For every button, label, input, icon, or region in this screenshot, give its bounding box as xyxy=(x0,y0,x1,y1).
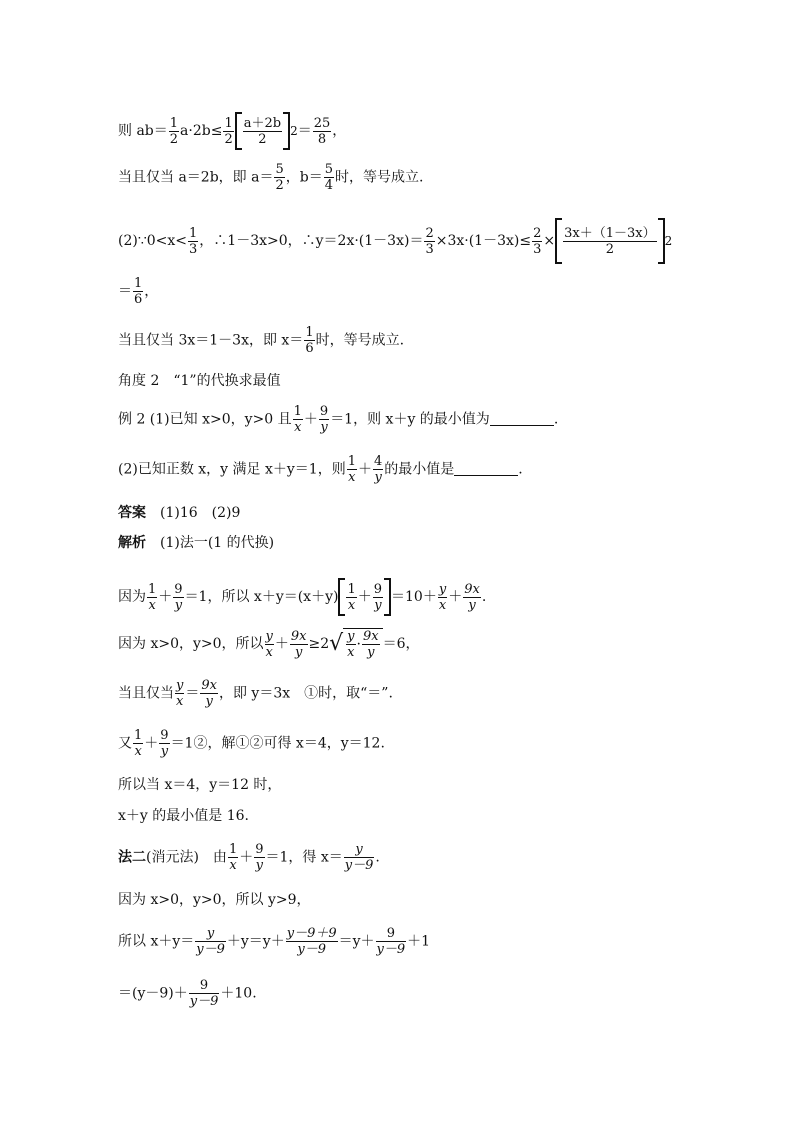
text: 当且仅当 a＝2b，即 a＝ xyxy=(118,169,274,186)
text: 因为 x>0，y>0，所以 y>9， xyxy=(118,892,311,908)
fraction: $\frac{5}{2}$ xyxy=(275,162,284,193)
text: 当且仅当 xyxy=(118,685,174,702)
solution-line-17 xyxy=(118,842,380,873)
fraction: $\frac{y}{y-9}$ xyxy=(344,842,374,873)
fraction: $\frac{y}{y-9}$ xyxy=(196,926,225,957)
text: ＋ xyxy=(357,461,372,478)
fraction: $\frac{1}{x}$ xyxy=(134,728,143,759)
fraction: $\frac{9}{y-9}$ xyxy=(189,978,219,1009)
text: ＝1，得 x＝ xyxy=(265,849,343,866)
solution-line-2 xyxy=(118,162,423,193)
text: ＋ xyxy=(239,849,254,866)
text: 又 xyxy=(118,735,132,752)
text: (2)∵0<x< xyxy=(118,233,188,249)
fraction: $\frac{1}{2}$ xyxy=(169,115,179,147)
text: . xyxy=(553,411,559,428)
fraction: $\frac{2}{3}$ xyxy=(425,225,434,257)
text: . xyxy=(375,849,380,866)
text: (2)已知正数 x，y 满足 x＋y＝1，则 xyxy=(118,461,346,478)
text: × xyxy=(543,233,556,249)
solution-line-20 xyxy=(118,978,257,1009)
text: ，∴1－3x>0，∴y＝2x·(1－3x)＝ xyxy=(199,233,424,249)
answer-label: 答案 xyxy=(118,505,146,521)
text: ＋1 xyxy=(407,933,431,950)
text: ＝ xyxy=(185,685,200,702)
fraction: $\frac{1}{6}$ xyxy=(305,325,314,356)
fraction: $\frac{9x}{y}$ xyxy=(290,628,307,660)
answer-blank xyxy=(454,463,518,476)
left-bracket-icon xyxy=(338,578,345,616)
example-question-1 xyxy=(118,404,558,435)
fraction: $\frac{1}{x}$ xyxy=(347,454,356,485)
text: ＝6， xyxy=(382,636,420,652)
text: . xyxy=(518,461,523,478)
text: ＋ xyxy=(357,589,372,605)
text: ＋ xyxy=(158,589,173,605)
heading-text: 角度 2 “1”的代换求最值 xyxy=(118,373,281,389)
text: x＋y 的最小值是 16. xyxy=(118,808,249,824)
text: 的最小值是 xyxy=(384,461,455,478)
text: ＋10. xyxy=(220,985,257,1002)
fraction: $\frac{25}{8}$ xyxy=(313,115,331,147)
text: ＋ xyxy=(303,411,318,428)
text: 例 2 (1)已知 x>0，y>0 且 xyxy=(118,411,292,428)
text: 时，等号成立. xyxy=(335,169,424,186)
text: ， xyxy=(144,283,159,300)
solution-line-1 xyxy=(118,112,346,150)
text: 因为 xyxy=(118,589,146,605)
analysis-text: (1)法一(1 的代换) xyxy=(160,535,275,551)
fraction: $\frac{9}{y}$ xyxy=(319,404,329,435)
solution-line-13 xyxy=(118,678,393,709)
fraction: $\frac{9x}{y}$ xyxy=(464,581,480,613)
solution-line-5 xyxy=(118,325,404,356)
text: 所以当 x＝4，y＝12 时， xyxy=(118,777,282,793)
square-root-icon: √ xyxy=(329,631,344,656)
fraction: $\frac{9}{y}$ xyxy=(174,581,183,613)
analysis-label: 解析 xyxy=(118,535,146,551)
answer-text: (1)16 (2)9 xyxy=(160,505,241,521)
text: ，即 y＝3x ①时，取“＝”. xyxy=(218,685,393,702)
fraction: $\frac{1}{2}$ xyxy=(224,115,233,147)
fraction: $\frac{a+2b}{2}$ xyxy=(243,115,282,147)
fraction: $\frac{y}{x}$ xyxy=(176,678,184,709)
text: 当且仅当 3x＝1－3x，即 x＝ xyxy=(118,332,304,349)
text: ＋y＝y＋ xyxy=(226,933,285,950)
text: ＋ xyxy=(144,735,159,752)
right-bracket-icon xyxy=(658,218,665,264)
left-bracket-icon xyxy=(235,112,242,150)
fraction: $\frac{1}{x}$ xyxy=(228,842,238,873)
exponent: 2 xyxy=(290,124,298,138)
solution-line-4 xyxy=(118,276,158,307)
section-heading xyxy=(118,374,281,388)
fraction: $\frac{1}{x}$ xyxy=(347,581,356,613)
text: 所以 x＋y＝ xyxy=(118,933,195,950)
exponent: 2 xyxy=(664,234,673,248)
solution-line-16 xyxy=(118,809,249,823)
example-question-2 xyxy=(118,454,523,485)
text: ×3x·(1－3x)≤ xyxy=(435,233,532,249)
text: ＋ xyxy=(274,636,289,652)
left-bracket-icon xyxy=(555,218,562,264)
text: (消元法) 由 xyxy=(146,849,227,866)
solution-line-19 xyxy=(118,926,430,957)
solution-line-18 xyxy=(118,893,311,907)
text: ＝10＋ xyxy=(391,589,437,605)
right-bracket-icon xyxy=(384,578,391,616)
text: ≥2 xyxy=(308,636,330,652)
fraction: $\frac{9x}{y}$ xyxy=(201,678,217,709)
text: ＝1，则 x＋y 的最小值为 xyxy=(330,411,490,428)
text: . xyxy=(481,589,487,605)
text: 因为 x>0，y>0，所以 xyxy=(118,636,264,652)
fraction: $\frac{9}{y}$ xyxy=(160,728,169,759)
radicand: $\frac{y}{x}$ · $\frac{9x}{y}$ xyxy=(343,628,382,660)
text: ，b＝ xyxy=(285,169,323,186)
fraction: $\frac{y}{x}$ xyxy=(438,581,447,613)
fraction: $\frac{y}{x}$ xyxy=(265,628,273,660)
fraction: $\frac{4}{y}$ xyxy=(373,454,383,485)
answer-line xyxy=(118,506,240,520)
text: 时，等号成立. xyxy=(315,332,405,349)
fraction: $\frac{1}{x}$ xyxy=(148,581,157,613)
fraction: $\frac{1}{6}$ xyxy=(134,276,143,307)
fraction: $\frac{9}{y}$ xyxy=(373,581,383,613)
text: ＝ xyxy=(118,283,132,300)
analysis-line xyxy=(118,536,274,550)
text: a·2b≤ xyxy=(180,123,223,139)
text: ＋ xyxy=(448,589,463,605)
fraction: $\frac{y-9+9}{y-9}$ xyxy=(286,926,337,957)
fraction: $\frac{9}{y-9}$ xyxy=(376,926,406,957)
text: ＝(y－9)＋ xyxy=(118,985,188,1002)
solution-line-14 xyxy=(118,728,385,759)
text: ＝1，所以 x＋y＝(x＋y) xyxy=(184,589,339,605)
solution-line-12 xyxy=(118,628,420,660)
fraction: $\frac{3x+(1-3x)}{2}$ xyxy=(564,225,656,257)
method-label: 法二 xyxy=(118,849,146,866)
fraction: $\frac{1}{x}$ xyxy=(293,404,302,435)
text: 则 ab＝ xyxy=(118,123,168,139)
answer-blank xyxy=(490,413,554,426)
solution-line-3 xyxy=(118,218,672,264)
fraction: $\frac{5}{4}$ xyxy=(324,162,333,193)
text: ＝ xyxy=(297,123,312,139)
fraction: $\frac{1}{3}$ xyxy=(189,225,198,257)
text: ， xyxy=(332,123,347,139)
solution-line-15 xyxy=(118,778,281,792)
fraction: $\frac{2}{3}$ xyxy=(533,225,542,257)
text: ＝y＋ xyxy=(338,933,375,950)
solution-line-11 xyxy=(118,578,486,616)
text: ＝1②，解①②可得 x＝4，y＝12. xyxy=(170,735,385,752)
fraction: $\frac{9}{y}$ xyxy=(255,842,264,873)
